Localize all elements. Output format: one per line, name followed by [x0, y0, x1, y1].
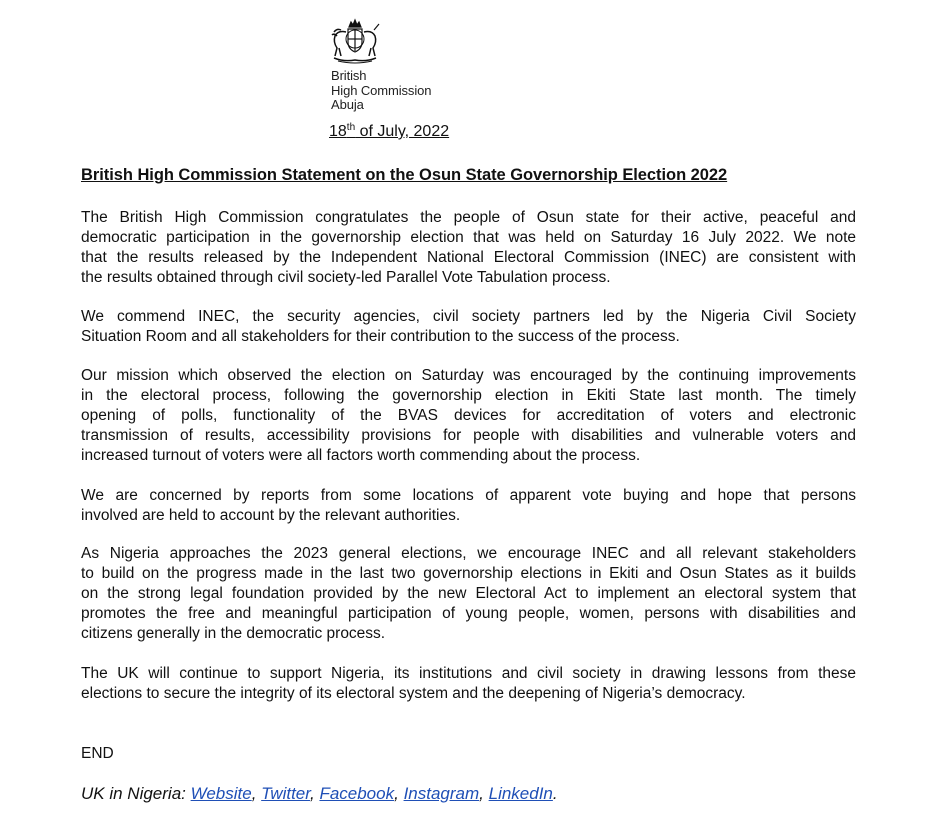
- linkedin-link[interactable]: LinkedIn: [488, 784, 553, 803]
- link-separator: ,: [479, 784, 489, 803]
- paragraph-line: The British High Commission congratulates the people of Osun state for their active, peaceful and: [81, 209, 856, 226]
- link-separator: ,: [251, 784, 262, 803]
- instagram-link[interactable]: Instagram: [403, 784, 480, 803]
- link-separator: ,: [394, 784, 404, 803]
- paragraph-line: in the electoral process, following the governorship election in Ekiti State last month. The timely: [81, 387, 856, 404]
- twitter-link[interactable]: Twitter: [261, 784, 310, 803]
- paragraph-line: promotes the free and meaningful participation of young people, women, persons with disabilities and: [81, 605, 856, 622]
- paragraph-line: the results obtained through civil society-led Parallel Vote Tabulation process.: [81, 269, 611, 286]
- paragraph-uk-support: [81, 664, 856, 704]
- date-suffix: th: [346, 122, 356, 133]
- paragraph-line: increased turnout of voters were all factors worth commending about the process.: [81, 447, 641, 464]
- org-line-3: Abuja: [331, 97, 364, 112]
- paragraph-line: involved are held to account by the relevant authorities.: [81, 507, 461, 524]
- paragraph-line: transmission of results, accessibility provisions for people with disabilities and vulnerable voters and: [81, 427, 856, 444]
- paragraph-line: elections to secure the integrity of its electoral system and the deepening of Nigeria’s democracy.: [81, 685, 746, 702]
- paragraph-line: on the strong legal foundation provided by the new Electoral Act to implement an electoral system that: [81, 585, 856, 602]
- paragraph-line: Situation Room and all stakeholders for their contribution to the success of the process.: [81, 328, 680, 345]
- paragraph-line: We are concerned by reports from some locations of apparent vote buying and hope that persons: [81, 487, 856, 504]
- document-title: British High Commission Statement on the Osun State Governorship Election 2022: [81, 166, 728, 184]
- paragraph-commendation: [81, 307, 856, 347]
- paragraph-line: As Nigeria approaches the 2023 general elections, we encourage INEC and all relevant stakeholders: [81, 545, 856, 562]
- organization-name: [331, 69, 431, 113]
- social-links: [81, 784, 558, 804]
- paragraph-line: opening of polls, functionality of the BVAS devices for accreditation of voters and electronic: [81, 407, 856, 424]
- paragraph-line: citizens generally in the democratic process.: [81, 625, 386, 642]
- royal-coat-of-arms-icon: [328, 18, 382, 64]
- social-prefix: UK in Nigeria:: [81, 784, 191, 803]
- link-separator: ,: [309, 784, 320, 803]
- date-day: 18: [329, 123, 347, 140]
- paragraph-line: We commend INEC, the security agencies, civil society partners led by the Nigeria Civil Society: [81, 308, 856, 325]
- paragraph-line: The UK will continue to support Nigeria, its institutions and civil society in drawing lessons from these: [81, 665, 856, 682]
- paragraph-concerns: [81, 486, 856, 526]
- date-rest: of July, 2022: [355, 123, 450, 140]
- end-marker: END: [81, 745, 114, 762]
- paragraph-2023-elections: [81, 544, 856, 644]
- paragraph-line: Our mission which observed the election on Saturday was encouraged by the continuing improvements: [81, 367, 856, 384]
- paragraph-line: to build on the progress made in the last two governorship elections in Ekiti and Osun States as it builds: [81, 565, 856, 582]
- website-link[interactable]: Website: [190, 784, 252, 803]
- paragraph-line: democratic participation in the governorship election that was held on Saturday 16 July 2022. We note: [81, 229, 856, 246]
- paragraph-line: that the results released by the Independent National Electoral Commission (INEC) are consistent with: [81, 249, 856, 266]
- statement-date: [329, 123, 449, 141]
- paragraph-congratulations: [81, 208, 856, 288]
- paragraph-observation: [81, 366, 856, 466]
- org-line-2: High Commission: [331, 82, 432, 98]
- link-terminator: .: [552, 784, 558, 803]
- org-line-1: British: [331, 68, 367, 83]
- facebook-link[interactable]: Facebook: [319, 784, 395, 803]
